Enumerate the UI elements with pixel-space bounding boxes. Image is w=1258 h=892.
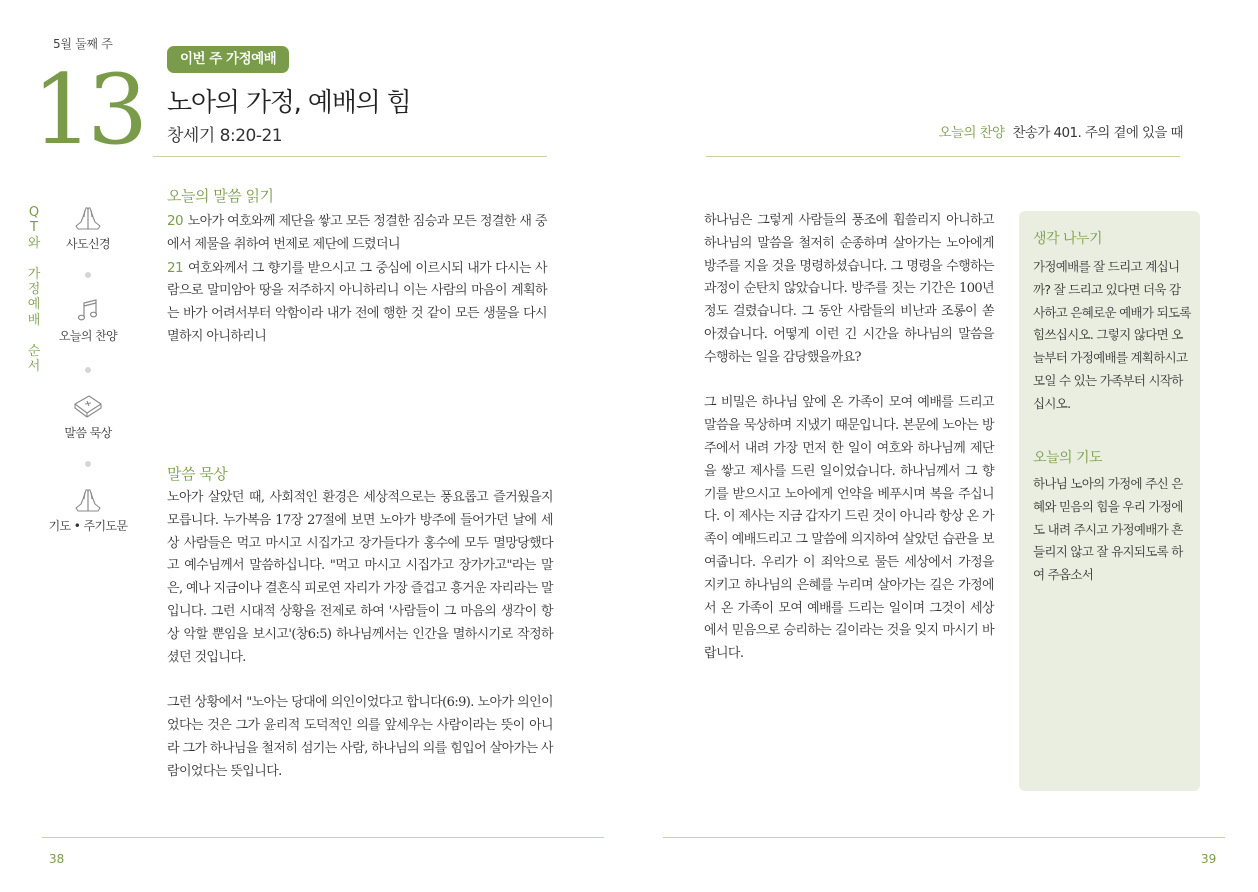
praying-hands-icon bbox=[73, 487, 103, 513]
order-step-creed bbox=[38, 205, 138, 252]
share-text: 가정예배를 잘 드리고 계십니까? 잘 드리고 있다면 더욱 감사하고 은혜로운 예배가 되도록 힘쓰십시오. 그렇지 않다면 오늘부터 가정예배를 계획하시고 모일 수 있는 가족부터 시작하십시오. bbox=[1033, 259, 1191, 411]
page-title: 노아의 가정, 예배의 힘 bbox=[167, 88, 411, 118]
scripture-reading-text bbox=[167, 210, 547, 349]
hymn-title: 찬송가 401. 주의 곁에 있을 때 bbox=[1012, 125, 1183, 141]
verse-number: 20 bbox=[167, 213, 183, 229]
order-step-label: 사도신경 bbox=[66, 237, 110, 251]
day-number: 13 bbox=[32, 54, 143, 166]
body-paragraph: 하나님은 그렇게 사람들의 풍조에 휩쓸리지 아니하고 하나님의 말씀을 철저히 순종하며 살아가는 노아에게 방주를 지을 것을 명령하셨습니다. 그 명령을 수행하는 과정이 순탄치 않았습니다. 방주를 짓는 기간은 100년 정도 걸렸습니다. 그 동안 사람들의 비난과 조롱이 쏟아졌습니다. 어떻게 이런 긴 시간을 하나님의 말씀을 수행하는 일을 감당했을까요? bbox=[704, 213, 994, 365]
todays-hymn bbox=[939, 121, 1183, 141]
order-step-bible bbox=[38, 392, 138, 441]
order-step-label: 오늘의 찬양 bbox=[58, 329, 118, 343]
praying-hands-icon bbox=[73, 205, 103, 231]
verse-text: 여호와께서 그 향기를 받으시고 그 중심에 이르시되 내가 다시는 사람으로 말미암아 땅을 저주하지 아니하리니 이는 사람의 마음이 계획하는 바가 어려서부터 악함이라 내가 전에 행한 것 같이 모든 생물을 다시 멸하지 아니하리니 bbox=[167, 260, 547, 344]
bible-icon bbox=[72, 392, 104, 420]
weekly-worship-badge: 이번 주 가정예배 bbox=[167, 46, 289, 73]
sidebar-vertical-label: Q T 와 가 정 예 배 순 서 bbox=[27, 205, 41, 374]
week-label: 5월 둘째 주 bbox=[53, 37, 113, 51]
footer-divider-left bbox=[42, 837, 604, 838]
order-step-label: 말씀 묵상 bbox=[64, 426, 112, 440]
order-step-label: 기도 • 주기도문 bbox=[48, 519, 128, 533]
verse-number: 21 bbox=[167, 259, 183, 276]
footer-divider-right bbox=[663, 837, 1225, 838]
step-separator-dot bbox=[85, 272, 91, 278]
page-number-left: 38 bbox=[49, 852, 65, 866]
meditation-text bbox=[167, 487, 553, 783]
page-number-right: 39 bbox=[1201, 852, 1217, 866]
verse bbox=[167, 257, 547, 349]
music-note-icon bbox=[73, 297, 103, 323]
meditation-paragraph: 노아가 살았던 때, 사회적인 환경은 세상적으로는 풍요롭고 즐거웠을지 모릅니다. 누가복음 17장 27절에 보면 노아가 방주에 들어가던 날에 세상 사람들은 먹고 마시고 시집가고 장가들다가 홍수에 모두 멸망당했다고 예수님께서 말씀하십니다. "먹고 마시고 시집가고 장가가고"라는 말은, 예나 지금이나 결혼식 피로연 자리가 가장 즐겁고 흥거운 자리라는 말입니다. 그런 시대적 상황을 전제로 하여 '사람들이 그 마음의 생각이 항상 악할 뿐임을 보시고'(창6:5) 하나님께서는 인간을 멸하시기로 작정하셨던 것입니다. bbox=[167, 490, 553, 665]
step-separator-dot bbox=[85, 367, 91, 373]
prayer-text: 하나님 노아의 가정에 주신 은혜와 믿음의 힘을 우리 가정에도 내려 주시고 가정예배가 흔들리지 않고 잘 유지되도록 하여 주옵소서 bbox=[1033, 476, 1183, 583]
step-separator-dot bbox=[85, 461, 91, 467]
header-divider-left bbox=[153, 156, 547, 157]
body-paragraph: 그 비밀은 하나님 앞에 온 가족이 모여 예배를 드리고 말씀을 묵상하며 지냈기 때문입니다. 본문에 노아는 방주에서 내려 가장 먼저 한 일이 여호와 하나님께 제단을 쌓고 제사를 드린 일이었습니다. 하나님께서 그 향기를 받으시고 노아에게 언약을 베푸시며 복을 주십니다. 이 제사는 지금 갑자기 드린 것이 아니라 항상 온 가족이 예배드리고 그 말씀에 의지하여 살았던 습관을 보여줍니다. 우리가 이 죄악으로 물든 세상에서 가정을 지키고 하나님의 은혜를 누리며 살아가는 길은 가정에서 온 가족이 모여 예배를 드리는 일이며 그것이 세상에서 믿음으로 승리하는 길이라는 것을 잊지 마시기 바랍니다. bbox=[704, 395, 994, 662]
share-heading: 생각 나누기 bbox=[1033, 231, 1103, 247]
order-step-prayer bbox=[38, 487, 138, 534]
order-step-hymn bbox=[38, 297, 138, 344]
discussion-sidebar-box bbox=[1019, 211, 1200, 791]
header-divider-right bbox=[706, 156, 1180, 157]
prayer-heading: 오늘의 기도 bbox=[1033, 450, 1103, 466]
right-body-text bbox=[704, 210, 994, 666]
verse-text: 노아가 여호와께 제단을 쌓고 모든 정결한 짐승과 모든 정결한 새 중에서 제물을 취하여 번제로 제단에 드렸더니 bbox=[167, 214, 547, 252]
reading-heading: 오늘의 말씀 읽기 bbox=[167, 187, 274, 205]
verse bbox=[167, 210, 547, 257]
meditation-heading: 말씀 묵상 bbox=[167, 465, 228, 483]
scripture-reference: 창세기 8:20-21 bbox=[167, 126, 283, 146]
hymn-label: 오늘의 찬양 bbox=[938, 125, 1005, 141]
meditation-paragraph: 그런 상황에서 "노아는 당대에 의인이었다고 합니다(6:9). 노아가 의인이었다는 것은 그가 윤리적 도덕적인 의를 앞세우는 사람이라는 뜻이 아니라 그가 하나님을 철저히 섬기는 사람, 하나님의 의를 힘입어 살아가는 사람이었다는 뜻입니다. bbox=[167, 695, 553, 779]
